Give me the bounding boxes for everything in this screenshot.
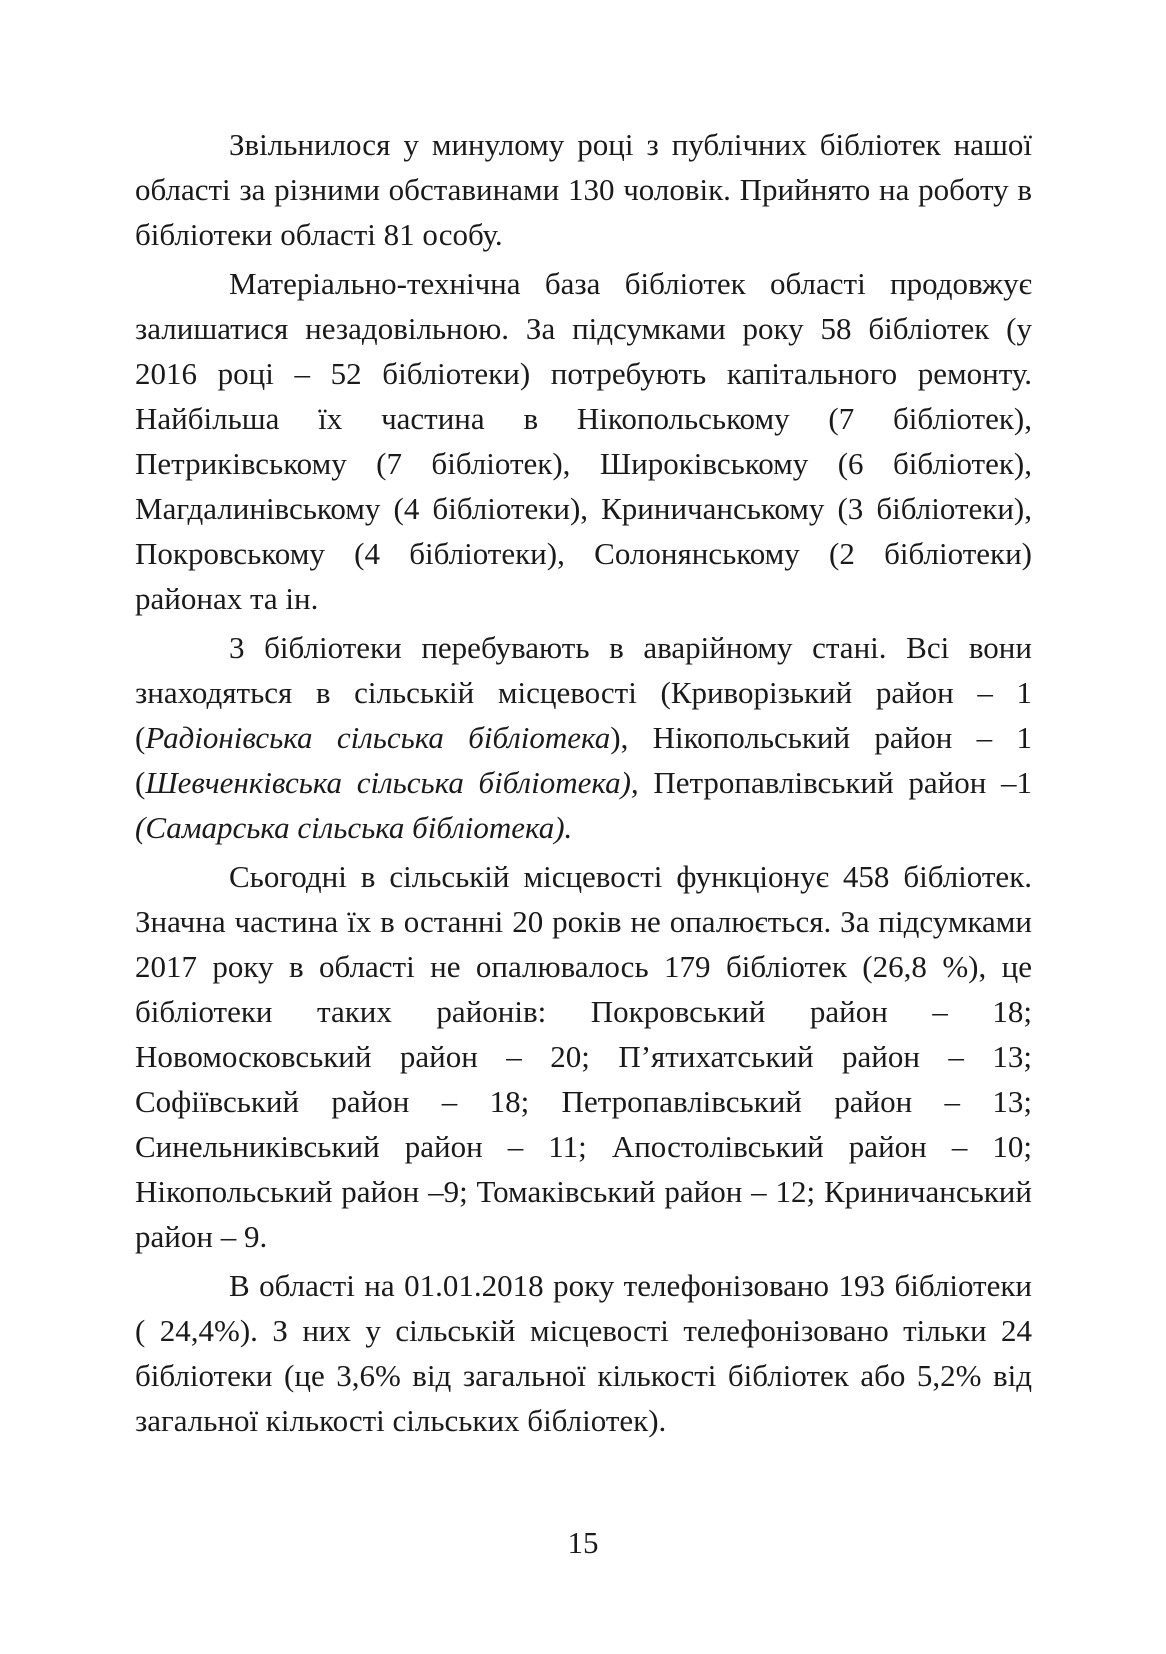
paragraph-text: 3 бібліотеки перебувають в аварійному стані. Всі вони знаходяться в сільській місцевості (Криворізький район – 1 ( [135, 630, 1032, 755]
page-body [135, 122, 1032, 1443]
paragraph-telephonization: В області на 01.01.2018 року телефонізовано 193 бібліотеки ( 24,4%). З них у сільській місцевості телефонізовано тільки 24 бібліотеки (це 3,6% від загальної кількості бібліотек або 5,2% від загальної кількості сільських бібліотек). [135, 1268, 1032, 1438]
paragraph-staff-turnover: Звільнилося у минулому році з публічних бібліотек нашої області за різними обставинами 130 чоловік. Прийнято на роботу в бібліотеки області 81 особу. [135, 127, 1032, 252]
library-name-samarska: (Самарська сільська бібліотека). [135, 810, 573, 845]
paragraph-unheated-libraries: Сьогодні в сільській місцевості функціонує 458 бібліотек. Значна частина їх в останні 20 років не опалюється. За підсумками 2017 року в області не опалювалось 179 бібліотек (26,8 %), це бібліотеки таких районів: Покровський район – 18; Новомосковський район – 20; П’ятихатський район – 13; Софіївський район – 18; Петропавлівський район – 13; Синельниківський район – 11; Апостолівський район – 10; Нікопольський район –9; Томаківський район – 12; Криничанський район – 9. [135, 859, 1032, 1254]
paragraph-text: ), Нікопольський район – 1 ( [135, 720, 1032, 800]
page-number: 15 [567, 1525, 599, 1560]
paragraph-text: Петропавлівський район –1 [638, 765, 1033, 800]
paragraph-material-base: Матеріально-технічна база бібліотек області продовжує залишатися незадовільною. За підсумками року 58 бібліотек (у 2016 році – 52 бібліотеки) потребують капітального ремонту. Найбільша їх частина в Нікопольському (7 бібліотек), Петриківському (7 бібліотек), Широківському (6 бібліотек), Магдалинівському (4 бібліотеки), Криничанському (3 бібліотеки), Покровському (4 бібліотеки), Солонянському (2 бібліотеки) районах та ін. [135, 266, 1032, 616]
paragraph-emergency-libraries [135, 625, 1032, 850]
library-name-radionivska: Радіонівська сільська бібліотека [145, 720, 611, 755]
library-name-shevchenkivska: Шевченківська сільська бібліотека), [145, 765, 639, 800]
